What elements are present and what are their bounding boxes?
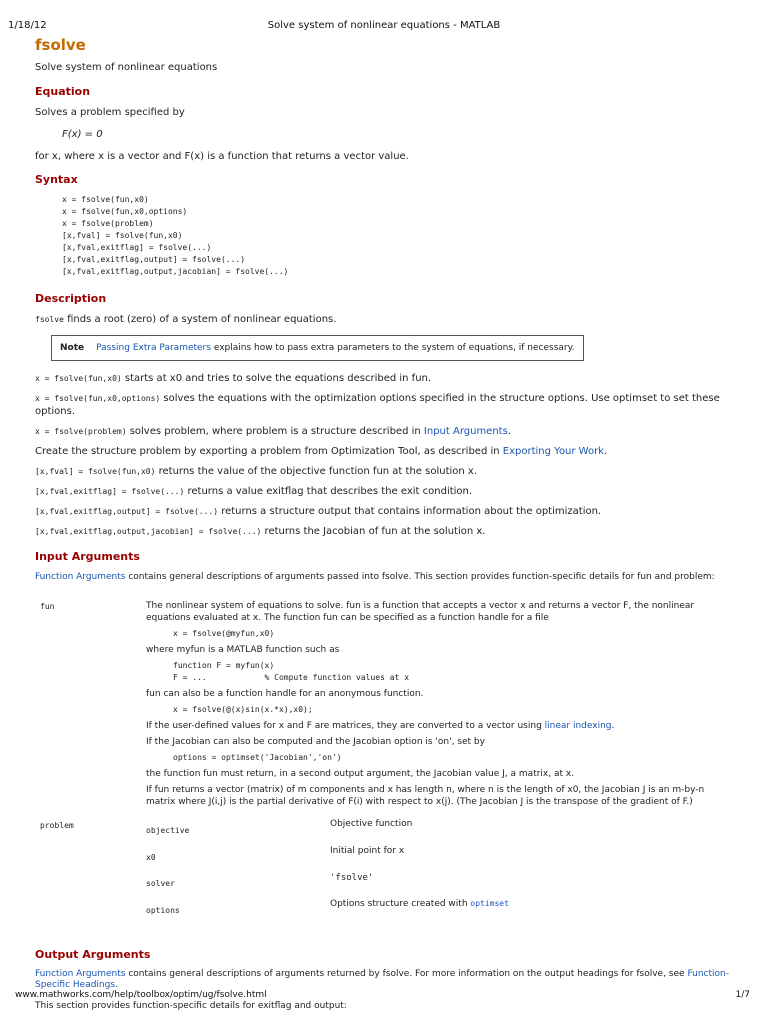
desc-item-text: starts at x0 and tries to solve the equations described in fun. (121, 373, 432, 384)
problem-field-name: x0 (146, 853, 156, 862)
arg-name-fun: fun (40, 602, 55, 611)
desc-item-text: solves the equations with the optimization options specified in the structure options. Use optimset to set these options. (35, 393, 720, 417)
problem-field-name: options (146, 906, 180, 915)
fun-desc-p4-text: If the user-defined values for x and F are matrices, they are converted to a vector using (146, 721, 545, 731)
desc-item-code: x = fsolve(fun,x0,options) (35, 394, 161, 403)
problem-field-name: objective (146, 826, 190, 835)
input-arguments-intro (35, 571, 735, 584)
equation-after: for x, where x is a vector and F(x) is a function that returns a vector value. (35, 151, 409, 162)
output-arguments-heading: Output Arguments (35, 948, 151, 961)
description-heading: Description (35, 292, 107, 305)
description-items (35, 372, 735, 538)
note-text: explains how to pass extra parameters to the system of equations, if necessary. (210, 343, 575, 353)
fun-desc-p6: the function fun must return, in a second output argument, the Jacobian value J, a matrix, at x. (146, 769, 575, 779)
equation-formula: F(x) = 0 (62, 129, 103, 140)
problem-field-name: solver (146, 879, 175, 888)
print-page-number: 1/7 (735, 990, 750, 1000)
problem-field-desc-text: Options structure created with (330, 899, 471, 909)
syntax-line: x = fsolve(problem) (62, 219, 154, 228)
doc-subtitle: Solve system of nonlinear equations (35, 62, 218, 73)
output-arguments-intro (35, 969, 735, 991)
code-line: function F = myfun(x) (173, 661, 275, 670)
syntax-block (62, 194, 735, 278)
input-arguments-intro-text: contains general descriptions of arguments passed into fsolve. This section provides function-specific details for fun and problem: (125, 572, 715, 582)
problem-field-desc (330, 899, 509, 909)
equation-intro: Solves a problem specified by (35, 107, 185, 118)
description-intro-text: finds a root (zero) of a system of nonlinear equations. (63, 314, 337, 325)
function-specific-headings-link[interactable]: Function-Specific Headings (35, 969, 729, 990)
fun-desc-p3: fun can also be a function handle for an anonymous function. (146, 689, 424, 699)
syntax-line: [x,fval,exitflag,output] = fsolve(...) (62, 255, 246, 264)
fun-code-1 (173, 628, 734, 640)
desc-item-tail: . (507, 426, 511, 437)
desc-item-code: [x,fval,exitflag,output,jacobian] = fsolve(...) (35, 527, 262, 536)
doc-title: fsolve (35, 36, 86, 54)
desc-item-tail: . (604, 446, 608, 457)
code-line: F = ... % Compute function values at x (173, 673, 410, 682)
syntax-heading: Syntax (35, 173, 78, 186)
fun-desc-p7: If fun returns a vector (matrix) of m components and x has length n, where n is the length of x0, the Jacobian J is an m-by-n matrix where J(i,j) is the partial derivative of F(i) with respect to x(j). (The Jacobian J is the transpose of the gradient of F.) (146, 785, 705, 807)
desc-item-text: returns a structure output that contains information about the optimization. (218, 506, 602, 517)
output-arguments-p2: This section provides function-specific details for exitflag and output: (35, 1001, 347, 1011)
desc-item-text: solves problem, where problem is a structure described in (126, 426, 424, 437)
syntax-line: [x,fval,exitflag,output,jacobian] = fsolve(...) (62, 267, 289, 276)
output-arguments-intro-tail: . (115, 980, 118, 990)
code-fsolve: fsolve (35, 315, 64, 324)
description-intro (35, 313, 735, 326)
syntax-line: [x,fval] = fsolve(fun,x0) (62, 231, 183, 240)
fun-code-5 (173, 752, 734, 764)
equation-heading: Equation (35, 85, 91, 98)
linear-indexing-link[interactable]: linear indexing (544, 721, 612, 731)
problem-field-desc: Initial point for x (330, 846, 405, 856)
problem-field-desc: 'fsolve' (330, 873, 374, 883)
doc-page (35, 36, 735, 1022)
fun-code-2 (173, 660, 734, 684)
desc-item-text: returns the value of the objective function fun at the solution x. (155, 466, 477, 477)
fun-desc-p1: The nonlinear system of equations to solve. fun is a function that accepts a vector x and returns a vector F, the nonlinear equations evaluated at x. The function fun can be specified as a function handle for a file (146, 601, 695, 623)
print-date: 1/18/12 (8, 20, 47, 31)
arg-desc-fun (146, 600, 734, 812)
desc-item (35, 505, 735, 518)
desc-item (35, 392, 735, 418)
fun-code-3 (173, 704, 734, 716)
input-arguments-table (35, 600, 735, 918)
input-arguments-link[interactable]: Input Arguments (423, 426, 508, 437)
fun-desc-p4 (146, 720, 734, 732)
fun-desc-p4-tail: . (611, 721, 615, 731)
input-arguments-heading: Input Arguments (35, 550, 140, 563)
note-box (51, 335, 584, 361)
arg-name-problem: problem (40, 821, 74, 830)
fun-desc-p5: If the Jacobian can also be computed and the Jacobian option is 'on', set by (146, 737, 485, 747)
desc-item-code: x = fsolve(fun,x0) (35, 374, 122, 383)
exporting-your-work-link[interactable]: Exporting Your Work (502, 446, 605, 457)
code-line: options = optimset('Jacobian','on') (173, 753, 342, 762)
desc-item (35, 485, 735, 498)
desc-item (35, 465, 735, 478)
desc-item-text: Create the structure problem by exporting a problem from Optimization Tool, as described in (35, 446, 503, 457)
code-line: x = fsolve(@myfun,x0) (173, 629, 275, 638)
passing-extra-parameters-link[interactable]: Passing Extra Parameters (96, 343, 211, 353)
print-page-title: Solve system of nonlinear equations - MATLAB (267, 20, 501, 31)
output-arguments-intro-text: contains general descriptions of arguments returned by fsolve. For more information on the output headings for fsolve, see (125, 969, 688, 979)
desc-item (35, 425, 735, 438)
optimset-link[interactable]: optimset (470, 899, 509, 908)
function-arguments-link[interactable]: Function Arguments (35, 572, 126, 582)
desc-item-code: [x,fval] = fsolve(fun,x0) (35, 467, 156, 476)
desc-item-text: returns the Jacobian of fun at the solution x. (261, 526, 486, 537)
desc-item-code: x = fsolve(problem) (35, 427, 127, 436)
syntax-line: x = fsolve(fun,x0) (62, 195, 149, 204)
syntax-line: x = fsolve(fun,x0,options) (62, 207, 188, 216)
function-arguments-link[interactable]: Function Arguments (35, 969, 126, 979)
syntax-line: [x,fval,exitflag] = fsolve(...) (62, 243, 212, 252)
desc-item (35, 525, 735, 538)
print-footer-url: www.mathworks.com/help/toolbox/optim/ug/fsolve.html (15, 990, 267, 1000)
code-line: x = fsolve(@(x)sin(x.*x),x0); (173, 705, 313, 714)
fun-desc-p2: where myfun is a MATLAB function such as (146, 645, 340, 655)
problem-field-desc: Objective function (330, 819, 413, 829)
desc-item (35, 372, 735, 385)
desc-item-code: [x,fval,exitflag] = fsolve(...) (35, 487, 185, 496)
desc-item-text: returns a value exitflag that describes the exit condition. (184, 486, 473, 497)
desc-item-code: [x,fval,exitflag,output] = fsolve(...) (35, 507, 219, 516)
note-label: Note (60, 343, 85, 353)
desc-item (35, 445, 735, 458)
